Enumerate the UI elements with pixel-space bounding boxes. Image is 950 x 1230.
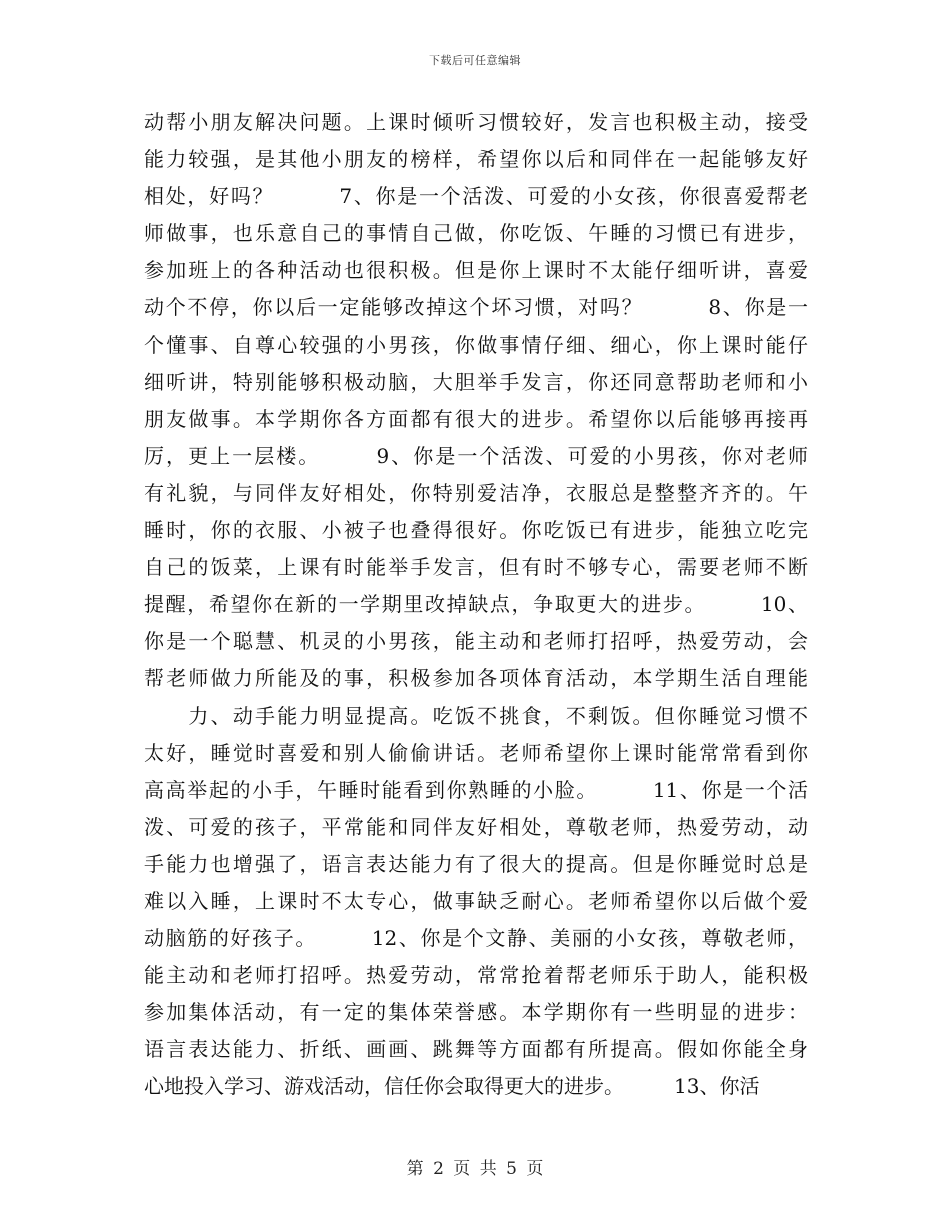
text-line: 语言表达能力、折纸、画画、跳舞等方面都有所提高。假如你能全身 bbox=[144, 1037, 808, 1062]
text-line: 高高举起的小手，午睡时能看到你熟睡的小脸。 11、你是一个活 bbox=[144, 777, 808, 802]
text-line: 心地投入学习、游戏活动，信任你会取得更大的进步。 13、你活 bbox=[144, 1074, 760, 1099]
page-footer: 第 2 页 共 5 页 bbox=[406, 1159, 544, 1179]
text-line: 动帮小朋友解决问题。上课时倾听习惯较好，发言也积极主动，接受 bbox=[144, 110, 808, 134]
text-line: 提醒，希望你在新的一学期里改掉缺点，争取更大的进步。 10、 bbox=[144, 592, 808, 617]
text-line: 动脑筋的好孩子。 12、你是个文静、美丽的小女孩，尊敬老师， bbox=[144, 926, 808, 951]
text-line: 睡时，你的衣服、小被子也叠得很好。你吃饭已有进步，能独立吃完 bbox=[144, 518, 808, 543]
text-line: 有礼貌，与同伴友好相处，你特别爱洁净，衣服总是整整齐齐的。午 bbox=[144, 480, 808, 505]
text-line: 个懂事、自尊心较强的小男孩，你做事情仔细、细心，你上课时能仔 bbox=[144, 332, 808, 357]
text-line: 动个不停，你以后一定能够改掉这个坏习惯，对吗？ 8、你是一 bbox=[144, 295, 808, 320]
text-line: 你是一个聪慧、机灵的小男孩，能主动和老师打招呼，热爱劳动，会 bbox=[144, 629, 808, 654]
text-line: 能力较强，是其他小朋友的榜样，希望你以后和同伴在一起能够友好 bbox=[144, 147, 808, 172]
text-line: 帮老师做力所能及的事，积极参加各项体育活动，本学期生活自理能 bbox=[144, 666, 808, 691]
text-line: 相处，好吗？ 7、你是一个活泼、可爱的小女孩，你很喜爱帮老 bbox=[144, 184, 808, 209]
text-line: 参加集体活动，有一定的集体荣誉感。本学期你有一些明显的进步： bbox=[144, 1000, 808, 1025]
text-line: 太好，睡觉时喜爱和别人偷偷讲话。老师希望你上课时能常常看到你 bbox=[144, 740, 808, 765]
page-header: 下载后可任意编辑 bbox=[429, 54, 521, 67]
text-line: 能主动和老师打招呼。热爱劳动，常常抢着帮老师乐于助人，能积极 bbox=[144, 963, 808, 988]
text-line: 细听讲，特别能够积极动脑，大胆举手发言，你还同意帮助老师和小 bbox=[144, 369, 808, 394]
text-line: 参加班上的各种活动也很积极。但是你上课时不太能仔细听讲，喜爱 bbox=[144, 258, 808, 283]
text-line: 手能力也增强了，语言表达能力有了很大的提高。但是你睡觉时总是 bbox=[144, 851, 808, 876]
text-line: 力、动手能力明显提高。吃饭不挑食，不剩饭。但你睡觉习惯不 bbox=[144, 703, 808, 728]
text-line: 厉，更上一层楼。 9、你是一个活泼、可爱的小男孩，你对老师 bbox=[144, 443, 808, 468]
text-line: 难以入睡，上课时不太专心，做事缺乏耐心。老师希望你以后做个爱 bbox=[144, 888, 808, 913]
text-line: 朋友做事。本学期你各方面都有很大的进步。希望你以后能够再接再 bbox=[144, 406, 808, 431]
document-body bbox=[144, 104, 808, 1106]
text-line: 师做事，也乐意自己的事情自己做，你吃饭、午睡的习惯已有进步， bbox=[144, 221, 808, 246]
text-line: 自己的饭菜，上课有时能举手发言，但有时不够专心，需要老师不断 bbox=[144, 555, 808, 580]
text-line: 泼、可爱的孩子，平常能和同伴友好相处，尊敬老师，热爱劳动，动 bbox=[144, 814, 808, 839]
